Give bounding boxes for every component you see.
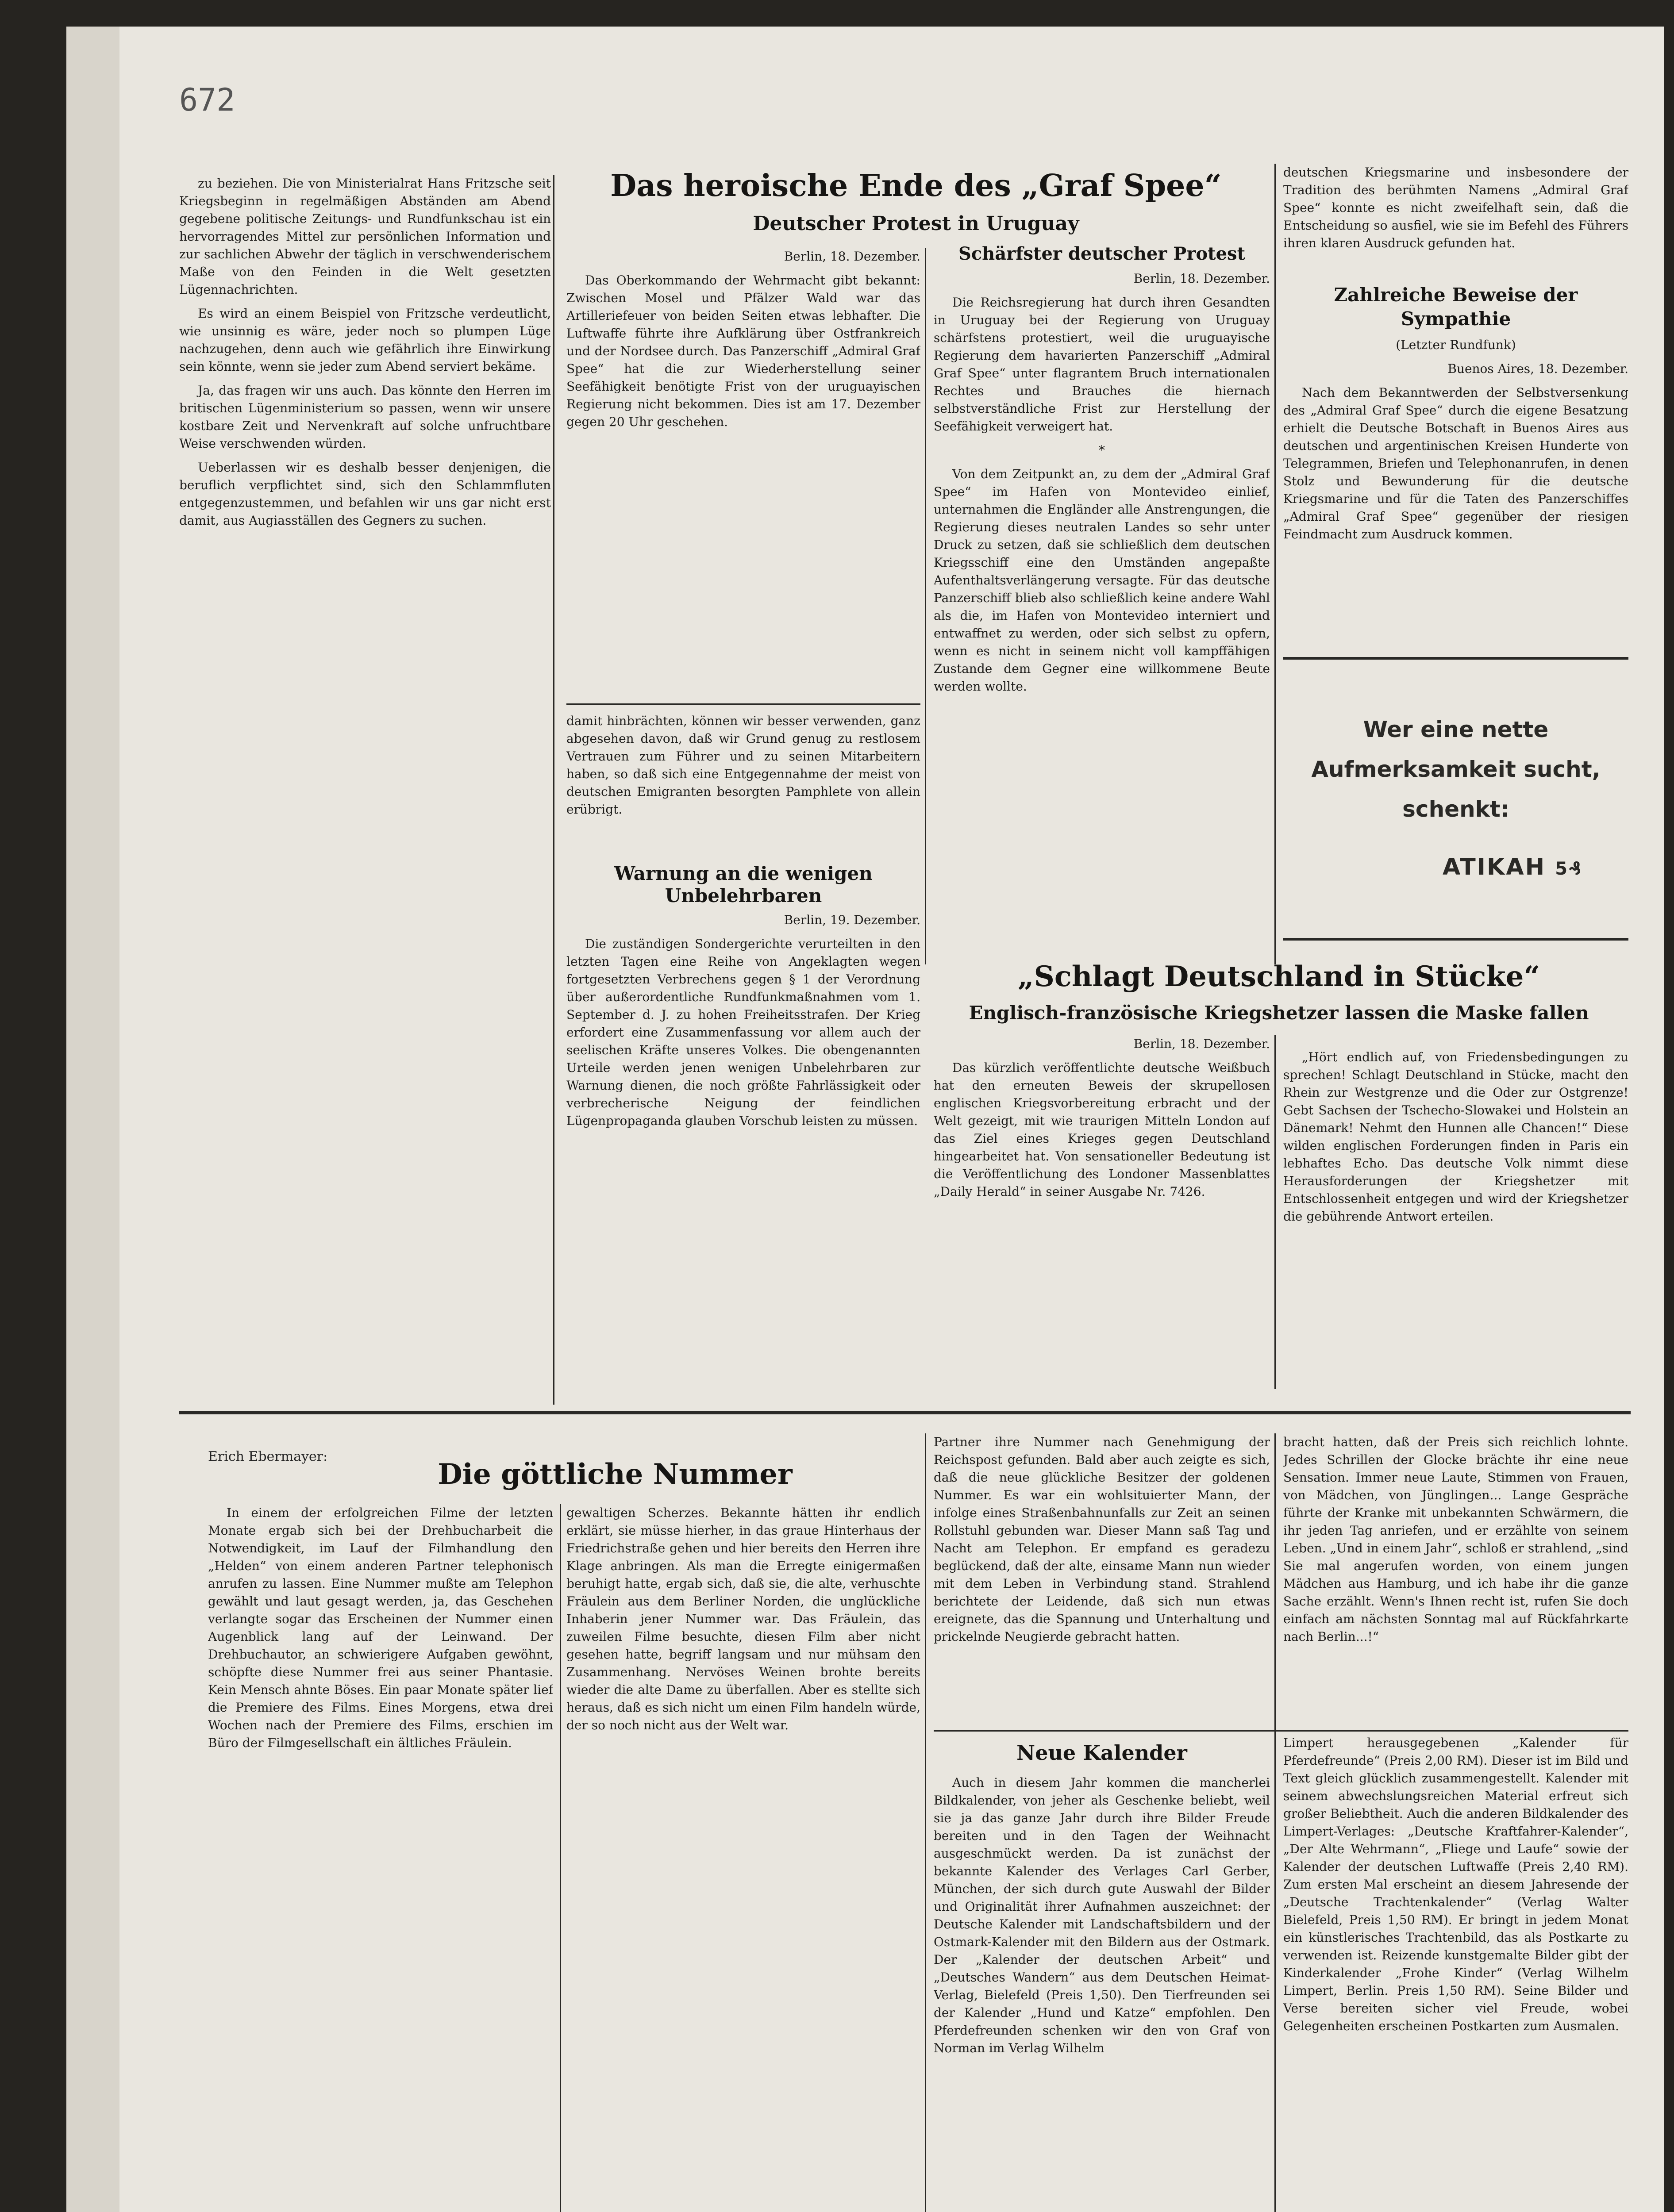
ad-price: 5₰ (1555, 859, 1582, 879)
tradition-text: deutschen Kriegsmarine und insbesondere der Tradition des berühmten Namens „Admiral Graf Spee“ konnte es nicht zweifelhaft sein, daß die Entscheidung so ausfiel, wie sie im Befehl des Führers ihren klaren Ausdruck gefunden hat. (1283, 165, 1628, 250)
column-divider (1274, 1035, 1276, 1389)
kalender-text: Limpert herausgegebenen „Kalender für Pferdefreunde“ (Preis 2,00 RM). Dieser ist im Bild und Text gleich glücklich zusammengestellt. Kalender mit seinem abwechslungsreichen Material erfreut sich großer Beliebtheit. Auch die anderen Bildkalender des Limpert-Verlages: „Deutsche Kraftfahrer-Kalender“, „Der Alte Wehrmann“, „Fliege und Laufe“ sowie der Kalender der deutschen Luftwaffe (Preis 2,40 RM). Zum ersten Mal erscheint an diesem Jahresende der „Deutsche Trachtenkalender“ (Verlag Walter Bielefeld, Preis 1,50 RM). Er bringt in jedem Monat ein künstlerisches Trachtenbild, das als Postkarte zu verwenden ist. Reizende kunstgemalte Bilder gibt der Kinderkalender „Frohe Kinder“ (Verlag Wilhelm Limpert, Berlin. Preis 1,50 RM). Seine Bilder und Verse bereiten sicher viel Freude, wobei Gelegenheiten erscheinen Postkarten zum Ausmalen. (1283, 1736, 1628, 2033)
column-divider (553, 175, 554, 1405)
ad-bottom-rule (1283, 938, 1628, 941)
warning-body: Die zuständigen Sondergerichte verurteilten in den letzten Tagen eine Reihe von Angeklagten wegen fortgesetzten Verbrechens gegen § 1 der Verordnung über außerordentliche Rundfunkmaßnahmen vom 1. September d. J. zu hohen Freiheitsstrafen. Der Krieg erfordert eine Zusammenfassung vor allem auch der seelischen Kräfte unseres Volkes. Die obengenannten Urteile werden jenen wenigen Unbelehrbaren zur Warnung dienen, die noch größte Fahrlässigkeit oder verbrecherische Neigung der feindlichen Lügenpropaganda glauben Vorschub leisten zu müssen. (566, 937, 920, 1128)
section-divider (179, 1411, 1631, 1414)
column-divider (1274, 164, 1276, 964)
kalender-col-right (1283, 1734, 1628, 2212)
graf-spee-subheadline: Deutscher Protest in Uruguay (753, 212, 1079, 235)
kalender-headline: Neue Kalender (1016, 1741, 1187, 1765)
kalender-rule (934, 1730, 1628, 1732)
column-divider (925, 248, 926, 964)
feuilleton-col-3 (934, 1433, 1270, 1721)
column-continuation (566, 712, 920, 858)
protest-body: Die Reichsregierung hat durch ihren Gesandten in Uruguay bei der Regierung von Uruguay schärfstens protestiert, weil die uruguayische Regierung dem havarierten Panzerschiff „Admiral Graf Spee“ unter flagrantem Bruch internationalen Rechtes und Brauches die hiernach selbstverständliche Frist zur Herstellung der Seefähigkeit verweigert hat. (934, 295, 1270, 434)
protest-separator: * (1099, 443, 1105, 457)
feuilleton-text: gewaltigen Scherzes. Bekannte hätten ihr endlich erklärt, sie müsse hierher, in das graue Hinterhaus der Friedrichstraße gehen und hier bereits den Herren ihre Klage anbringen. Als man die Erregte einigermaßen beruhigt hatte, ergab sich, daß sie, die alte, verhuschte Fräulein aus dem Berliner Norden, die unglückliche Inhaberin jener Nummer war. Das Fräulein, das zuweilen Filme besuchte, diesen Film aber nicht gesehen hatte, begriff langsam und nur mühsam den Zusammenhang. Nervöses Weinen brohte bereits wieder die alte Dame zu überfallen. Aber es stellte sich heraus, daß es sich nicht um einen Film handeln würde, der so noch nicht aus der Welt war. (566, 1505, 920, 1732)
ad-top-rule (1283, 657, 1628, 660)
column-protest (934, 270, 1270, 960)
okw-dateline: Berlin, 18. Dezember. (784, 249, 920, 264)
column-tradition (1283, 164, 1628, 252)
column-divider (1274, 1433, 1276, 2212)
page-number: 672 (179, 82, 235, 118)
ad-line-3: schenkt: (1402, 796, 1509, 822)
col1-paragraph: Ja, das fragen wir uns auch. Das könnte den Herren im britischen Lügenministerium so passen, wenn wir unsere kostbare Zeit und Nervenkraft auf solche unfruchtbare Weise verschwenden würden. (179, 383, 551, 451)
schlagt-subheadline: Englisch-französische Kriegshetzer lassen die Maske fallen (969, 1002, 1589, 1024)
protest-dateline: Berlin, 18. Dezember. (1133, 271, 1270, 286)
column-schlagt-right (1283, 1048, 1628, 1398)
binding-edge (66, 27, 119, 2212)
sympathy-sub: (Letzter Rundfunk) (1396, 338, 1516, 352)
okw-body: Das Oberkommando der Wehrmacht gibt bekannt: Zwischen Mosel und Pfälzer Wald war das Artilleriefeuer von beiden Seiten etwas lebhafter. Die Luftwaffe führte ihre Aufklärung über Ostfrankreich und der Nordsee durch. Das Panzerschiff „Admiral Graf Spee“ hat die zur Wiederherstellung seiner Seefähigkeit benötigte Frist von der uruguayischen Regierung nicht bekommen. Dies ist am 17. Dezember gegen 20 Uhr geschehen. (566, 273, 920, 429)
schlagt-dateline: Berlin, 18. Dezember. (1133, 1037, 1270, 1051)
protest-headline: Schärfster deutscher Protest (958, 243, 1246, 264)
feuilleton-col-2 (566, 1504, 920, 2212)
sympathy-body: Nach dem Bekanntwerden der Selbstversenkung des „Admiral Graf Spee“ durch die eigene Besatzung erhielt die Deutsche Botschaft in Buenos Aires aus deutschen und argentinischen Kreisen Hunderte von Telegrammen, Briefen und Telephonanrufen, in denen Stolz und Bewunderung für die deutsche Kriegsmarine und für die Taten des Panzerschiffes „Admiral Graf Spee“ gegenüber der riesigen Feindmacht zum Ausdruck kommen. (1283, 385, 1628, 541)
warning-headline: Warnung an die wenigen Unbelehrbaren (614, 863, 873, 906)
feuilleton-text: Partner ihre Nummer nach Genehmigung der Reichspost gefunden. Bald aber auch zeigte es sich, daß die neue glückliche Besitzer der goldenen Nummer. Es war ein wohlsituierter Mann, der infolge eines Straßenbahnunfalls zur Zeit an seinen Rollstuhl gebunden war. Dieser Mann saß Tag und Nacht am Telephon. Er empfand es geradezu beglückend, daß der alte, einsame Mann nun wieder mit dem Leben in Verbindung stand. Strahlend berichtete der Leidende, daß sich nun etwas ereignete, das die Spannung und Unterhaltung und prickelnde Neugierde gebracht hatten. (934, 1435, 1270, 1644)
ad-line-2: Aufmerksamkeit sucht, (1311, 757, 1601, 782)
column-divider (560, 1504, 561, 2212)
ad-line-1: Wer eine nette (1363, 717, 1549, 742)
protest-body: Von dem Zeitpunkt an, zu dem der „Admiral Graf Spee“ im Hafen von Montevideo einlief, unternahmen die Engländer alle Anstrengungen, die Regierung dieses neutralen Landes so sehr unter Druck zu setzen, daß sie schließlich dem deutschen Kriegsschiff eine den Umständen angepaßte Aufenthaltsverlängerung versagte. Für das deutsche Panzerschiff blieb also schließlich keine andere Wahl als die, im Hafen von Montevideo interniert und entwaffnet zu werden, oder sich selbst zu opfern, wenn es nicht in seinem nicht voll kampffähigen Zustande dem Gegner eine willkommene Beute werden wollte. (934, 467, 1270, 694)
feuilleton-title: Die göttliche Nummer (438, 1458, 793, 1491)
kalender-text: Auch in diesem Jahr kommen die mancherlei Bildkalender, von jeher als Geschenke beliebt, weil sie ja das ganze Jahr durch ihre Bilder Freude bereiten und in den Tagen der Weihnacht ausgeschmückt werden. Da ist zunächst der bekannte Kalender des Verlages Carl Gerber, München, der sich durch gute Auswahl der Bilder und Originalität ihrer Aufnahmen auszeichnet: der Deutsche Kalender mit Landschaftsbildern und der Ostmark-Kalender mit den Bildern aus der Ostmark. Der „Kalender der deutschen Arbeit“ und „Deutsches Wandern“ aus dem Deutschen Heimat-Verlag, Bielefeld (Preis 1,50). Den Tierfreunden sei der Kalender „Hund und Katze“ empfohlen. Den Pferdefreunden schenken wir den von Graf von Norman im Verlag Wilhelm (934, 1775, 1270, 2055)
ad-brand-name: ATIKAH (1443, 854, 1546, 880)
kalender-col-left (934, 1774, 1270, 2212)
schlagt-left-body: Das kürzlich veröffentlichte deutsche Weißbuch hat den erneuten Beweis der skrupellosen englischen Kriegsvorbereitung erbracht und der Welt gezeigt, mit wie traurigen Mitteln London auf das Ziel eines Krieges gegen Deutschland hingearbeitet hat. Von sensationeller Bedeutung ist die Veröffentlichung des Londoner Massenblattes „Daily Herald“ in seiner Ausgabe Nr. 7426. (934, 1060, 1270, 1199)
col1-paragraph: Es wird an einem Beispiel von Fritzsche verdeutlicht, wie unsinnig es wäre, jeder noch so plumpen Lüge nachzugehen, denn auch wie gefährlich ihre Einwirkung sein könnte, wenn sie jeder zum Abend serviert bekäme. (179, 306, 551, 374)
column-fritzsche (179, 175, 551, 1405)
sympathy-headline: Zahlreiche Beweise der Sympathie (1334, 284, 1578, 330)
continuation-text: damit hinbrächten, können wir besser verwenden, ganz abgesehen davon, daß wir Grund genug zu restlosem Vertrauen zum Führer und zu seinen Mitarbeitern haben, so daß sich eine Entgegennahme der meist von deutschen Emigranten besorgten Pamphlete von allein erübrigt. (566, 714, 920, 817)
feuilleton-author: Erich Ebermayer: (208, 1449, 328, 1464)
column-warning (566, 911, 920, 1407)
feuilleton-text: bracht hatten, daß der Preis sich reichlich lohnte. Jedes Schrillen der Glocke brächte ihr eine neue Sensation. Immer neue Laute, Stimmen von Frauen, von Mädchen, von Jünglingen... Lange Gespräche führte der Kranke mit unbekannten Schwärmern, die ihr jeden Tag anriefen, und er erzählte von seinem Leben. „Und in einem Jahr“, schloß er strahlend, „sind Sie mal angerufen worden, von einem jungen Mädchen aus Hamburg, und ich habe ihr die ganze Sache erzählt. Wenn's Ihnen recht ist, rufen Sie doch einfach am nächsten Sonntag mal auf Rückfahrkarte nach Berlin...!“ (1283, 1435, 1628, 1644)
col1-paragraph: zu beziehen. Die von Ministerialrat Hans Fritzsche seit Kriegsbeginn in regelmäßigen Abständen am Abend gegebene politische Zeitungs- und Rundfunkschau ist ein hervorragendes Mittel zur persönlichen Information und zur sachlichen Abwehr der täglich in verschwenderischem Maße von den Feinden in die Welt gesetzten Lügennachrichten. (179, 176, 551, 297)
sympathy-dateline: Buenos Aires, 18. Dezember. (1447, 361, 1628, 376)
warning-dateline: Berlin, 19. Dezember. (784, 913, 920, 927)
schlagt-right-body: „Hört endlich auf, von Friedensbedingungen zu sprechen! Schlagt Deutschland in Stücke, macht den Rhein zur Westgrenze und die Oder zur Ostgrenze! Gebt Sachsen der Tschecho-Slowakei und Holstein an Dänemark! Nehmt den Hunnen alle Chancen!“ Diese wilden englischen Forderungen finden in Paris ein lebhaftes Echo. Das deutsche Volk nimmt diese Herausforderungen der Kriegshetzer mit Entschlossenheit entgegen und wird der Kriegshetzer die gebührende Antwort erteilen. (1283, 1050, 1628, 1224)
schlagt-headline: „Schlagt Deutschland in Stücke“ (1017, 960, 1540, 993)
feuilleton-col-4 (1283, 1433, 1628, 1712)
column-sympathy (1283, 336, 1628, 646)
column-divider (925, 1433, 926, 2212)
column-schlagt-left (934, 1035, 1270, 1398)
feuilleton-text: In einem der erfolgreichen Filme der letzten Monate ergab sich bei der Drehbucharbeit die Notwendigkeit, im Lauf der Filmhandlung den „Helden“ von einem anderen Partner telephonisch anrufen zu lassen. Eine Nummer mußte am Telephon gewählt und laut gesagt werden, ja, das Geschehen verlangte sogar das Erscheinen der Nummer einen Augenblick lang auf der Leinwand. Der Drehbuchautor, an schwierigere Aufgaben gewöhnt, schöpfte diese Nummer frei aus seiner Phantasie. Kein Mensch ahnte Böses. Ein paar Monate später lief die Premiere des Films. Eines Morgens, etwa drei Wochen nach der Premiere des Films, erschien im Büro der Filmgesellschaft ein ältliches Fräulein. (208, 1505, 553, 1750)
column-okw-report (566, 248, 920, 699)
feuilleton-col-1 (208, 1504, 553, 2212)
okw-rule (566, 703, 920, 705)
col1-paragraph: Ueberlassen wir es deshalb besser denjenigen, die beruflich verpflichtet sind, sich den Schlammfluten entgegenzustemmen, und befahlen wir uns gar nicht erst damit, aus Augiasställen des Gegners zu suchen. (179, 460, 551, 528)
graf-spee-headline: Das heroische Ende des „Graf Spee“ (610, 168, 1222, 204)
ad-brand (1443, 854, 1593, 880)
